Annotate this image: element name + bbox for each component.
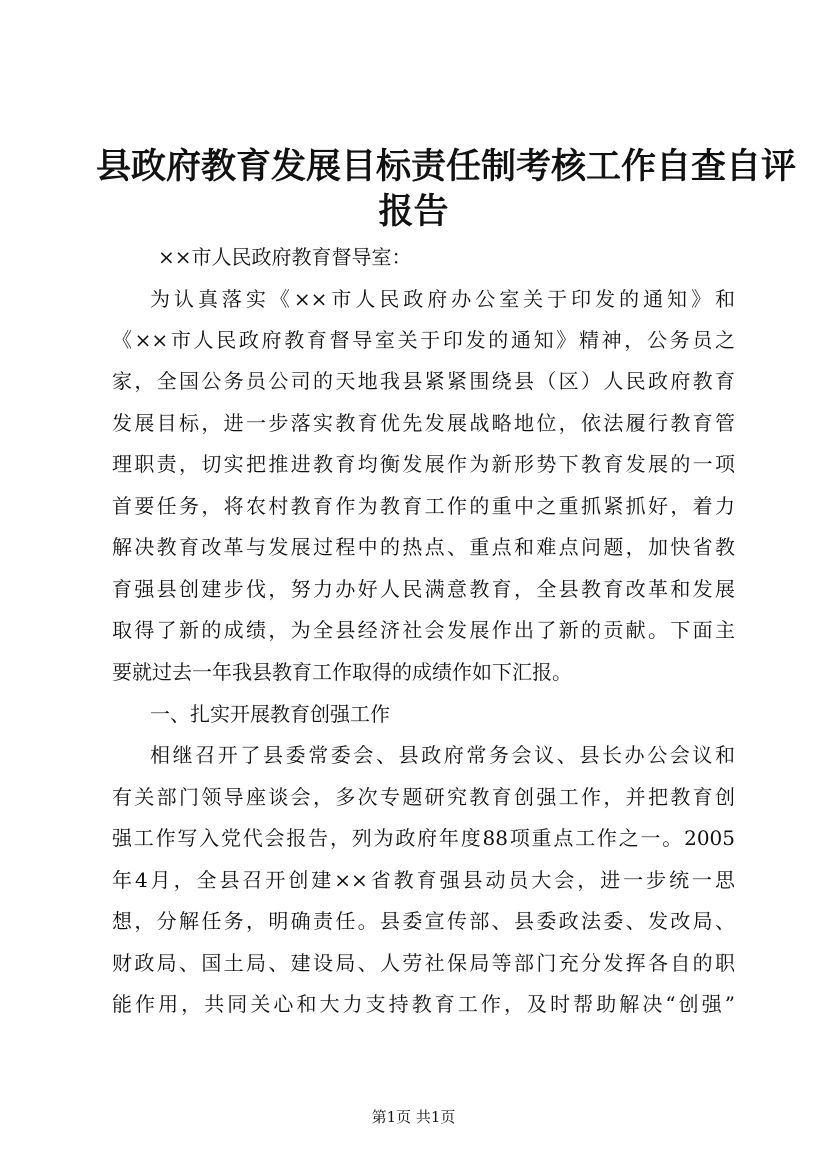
paragraph-line: 相继召开了县委常委会、县政府常务会议、县长办公会议和: [150, 743, 735, 767]
paragraph-line: 育强县创建步伐，努力办好人民满意教育，全县教育改革和发展: [112, 577, 735, 601]
paragraph-line: 发展目标，进一步落实教育优先发展战略地位，依法履行教育管: [112, 411, 735, 435]
paragraph-line: 为认真落实《××市人民政府办公室关于印发的通知》和: [150, 287, 735, 311]
salutation: ××市人民政府教育督导室：: [158, 245, 412, 269]
paragraph-line: 有关部门领导座谈会，多次专题研究教育创强工作，并把教育创: [112, 785, 735, 809]
paragraph-line: 理职责，切实把推进教育均衡发展作为新形势下教育发展的一项: [112, 452, 735, 476]
paragraph-line: 解决教育改革与发展过程中的热点、重点和难点问题，加快省教: [112, 535, 735, 559]
title-line-2: 报告: [378, 191, 449, 232]
paragraph-line: 取得了新的成绩，为全县经济社会发展作出了新的贡献。下面主: [112, 618, 735, 642]
paragraph-line: 首要任务，将农村教育作为教育工作的重中之重抓紧抓好，着力: [112, 494, 735, 518]
paragraph-line: 年4月，全县召开创建××省教育强县动员大会，进一步统一思: [112, 868, 735, 892]
section-heading: 一、扎实开展教育创强工作: [150, 702, 390, 726]
paragraph-line: 家，全国公务员公司的天地我县紧紧围绕县（区）人民政府教育: [112, 369, 735, 393]
paragraph-line: 《××市人民政府教育督导室关于印发的通知》精神，公务员之: [112, 328, 735, 352]
title-line-1: 县政府教育发展目标责任制考核工作自查自评: [96, 146, 797, 187]
page-footer: 第1页 共1页: [371, 1108, 456, 1126]
document-title: [96, 144, 797, 234]
paragraph-line: 要就过去一年我县教育工作取得的成绩作如下汇报。: [112, 660, 572, 684]
paragraph-line: 能作用，共同关心和大力支持教育工作，及时帮助解决“创强”: [112, 992, 735, 1016]
paragraph-line: 财政局、国土局、建设局、人劳社保局等部门充分发挥各自的职: [112, 951, 735, 975]
paragraph-line: 想，分解任务，明确责任。县委宣传部、县委政法委、发改局、: [112, 909, 735, 933]
paragraph-line: 强工作写入党代会报告，列为政府年度88项重点工作之一。2005: [112, 826, 735, 850]
